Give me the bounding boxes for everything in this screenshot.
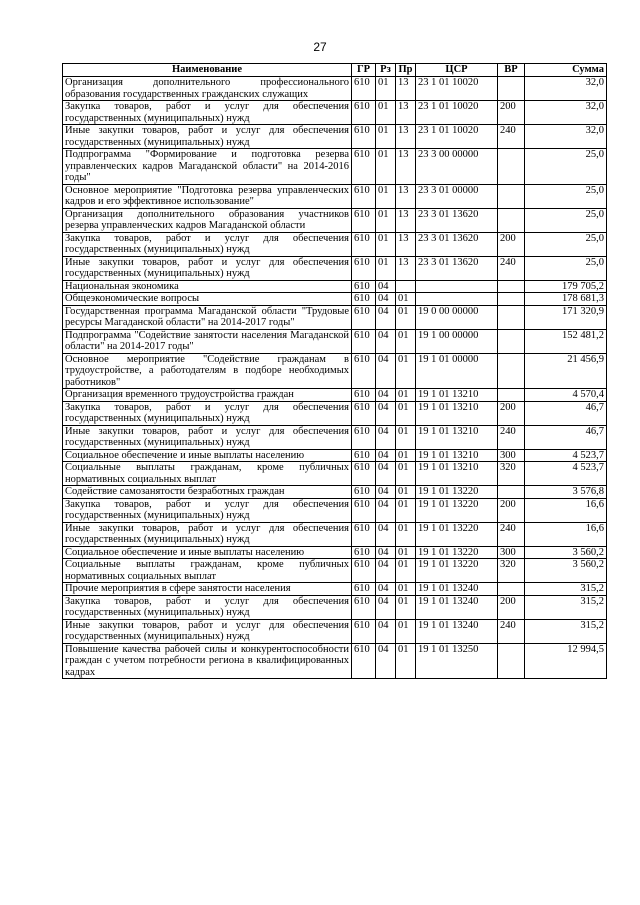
cell-pr: 01 [396,293,416,306]
cell-sum: 16,6 [525,498,607,522]
cell-pr: 01 [396,583,416,596]
cell-gr: 610 [352,619,376,643]
cell-gr: 610 [352,643,376,679]
cell-name: Основное мероприятие "Содействие гражданам в трудоустройстве, а работодателям в подборе необходимых работников" [63,353,352,389]
cell-pr: 01 [396,425,416,449]
cell-rz: 04 [376,389,396,402]
table-row [63,232,607,256]
cell-gr: 610 [352,208,376,232]
cell-rz: 04 [376,462,396,486]
cell-csr: 19 1 01 13210 [416,449,498,462]
cell-gr: 610 [352,184,376,208]
table-row [63,583,607,596]
cell-csr: 19 1 01 00000 [416,353,498,389]
cell-pr: 13 [396,125,416,149]
page-number: 27 [313,40,327,54]
table-row [63,522,607,546]
cell-pr: 13 [396,101,416,125]
cell-name: Закупка товаров, работ и услуг для обеспечения государственных (муниципальных) нужд [63,232,352,256]
cell-gr: 610 [352,305,376,329]
cell-name: Закупка товаров, работ и услуг для обеспечения государственных (муниципальных) нужд [63,595,352,619]
cell-gr: 610 [352,583,376,596]
cell-gr: 610 [352,546,376,559]
cell-pr: 01 [396,619,416,643]
cell-vr [498,583,525,596]
cell-sum: 4 570,4 [525,389,607,402]
table-row [63,462,607,486]
cell-csr: 19 1 01 13240 [416,583,498,596]
cell-rz: 04 [376,401,396,425]
cell-name: Закупка товаров, работ и услуг для обеспечения государственных (муниципальных) нужд [63,498,352,522]
cell-pr: 01 [396,401,416,425]
cell-csr [416,293,498,306]
cell-rz: 01 [376,77,396,101]
cell-pr: 01 [396,305,416,329]
cell-rz: 04 [376,619,396,643]
cell-rz: 01 [376,256,396,280]
cell-csr [416,280,498,293]
cell-gr: 610 [352,462,376,486]
cell-vr: 200 [498,401,525,425]
cell-csr: 19 1 01 13220 [416,486,498,499]
cell-rz: 01 [376,125,396,149]
cell-vr: 200 [498,595,525,619]
cell-csr: 19 1 01 13250 [416,643,498,679]
cell-rz: 04 [376,305,396,329]
cell-sum: 25,0 [525,184,607,208]
cell-name: Организация временного трудоустройства граждан [63,389,352,402]
cell-vr [498,293,525,306]
cell-name: Закупка товаров, работ и услуг для обеспечения государственных (муниципальных) нужд [63,401,352,425]
cell-pr: 01 [396,522,416,546]
cell-pr: 13 [396,232,416,256]
cell-name: Иные закупки товаров, работ и услуг для обеспечения государственных (муниципальных) нужд [63,425,352,449]
cell-sum: 179 705,2 [525,280,607,293]
cell-sum: 25,0 [525,232,607,256]
header-sum: Сумма [525,64,607,77]
cell-sum: 4 523,7 [525,462,607,486]
table-row [63,401,607,425]
cell-csr: 19 1 01 13220 [416,498,498,522]
cell-pr: 01 [396,486,416,499]
cell-name: Содействие самозанятости безработных граждан [63,486,352,499]
cell-vr [498,305,525,329]
cell-pr: 01 [396,643,416,679]
cell-csr: 19 1 01 13210 [416,401,498,425]
cell-csr: 19 1 01 13220 [416,559,498,583]
cell-vr [498,486,525,499]
cell-csr: 19 1 01 13210 [416,389,498,402]
cell-name: Государственная программа Магаданской области "Трудовые ресурсы Магаданской области" на 2014-2017 годы" [63,305,352,329]
cell-gr: 610 [352,232,376,256]
cell-rz: 01 [376,208,396,232]
cell-rz: 04 [376,643,396,679]
table-row [63,77,607,101]
table-row [63,486,607,499]
cell-rz: 04 [376,498,396,522]
cell-rz: 04 [376,293,396,306]
cell-rz: 04 [376,280,396,293]
cell-gr: 610 [352,498,376,522]
cell-sum: 32,0 [525,125,607,149]
cell-name: Иные закупки товаров, работ и услуг для обеспечения государственных (муниципальных) нужд [63,256,352,280]
cell-csr: 23 3 00 00000 [416,149,498,185]
cell-vr [498,208,525,232]
cell-sum: 152 481,2 [525,329,607,353]
cell-sum: 21 456,9 [525,353,607,389]
cell-sum: 3 576,8 [525,486,607,499]
cell-name: Иные закупки товаров, работ и услуг для обеспечения государственных (муниципальных) нужд [63,619,352,643]
table-row [63,595,607,619]
cell-pr: 01 [396,498,416,522]
cell-vr: 300 [498,546,525,559]
cell-pr: 01 [396,353,416,389]
cell-csr: 23 1 01 10020 [416,125,498,149]
cell-rz: 04 [376,522,396,546]
table-row [63,125,607,149]
cell-rz: 04 [376,486,396,499]
cell-sum: 32,0 [525,77,607,101]
table-row [63,101,607,125]
header-name: Наименование [63,64,352,77]
cell-gr: 610 [352,486,376,499]
cell-rz: 04 [376,353,396,389]
cell-vr: 200 [498,101,525,125]
cell-sum: 315,2 [525,595,607,619]
cell-vr: 240 [498,619,525,643]
cell-sum: 25,0 [525,256,607,280]
cell-sum: 315,2 [525,583,607,596]
table-header-row [63,64,607,77]
cell-vr: 240 [498,425,525,449]
cell-pr: 01 [396,559,416,583]
cell-csr: 19 1 00 00000 [416,329,498,353]
cell-pr: 13 [396,208,416,232]
cell-rz: 04 [376,559,396,583]
cell-name: Подпрограмма "Содействие занятости населения Магаданской области" на 2014-2017 годы" [63,329,352,353]
cell-name: Организация дополнительного образования участников резерва управленческих кадров Магаданской области [63,208,352,232]
cell-pr: 01 [396,595,416,619]
cell-csr: 19 1 01 13220 [416,522,498,546]
cell-rz: 04 [376,583,396,596]
cell-sum: 25,0 [525,149,607,185]
cell-csr: 19 1 01 13240 [416,619,498,643]
cell-pr: 01 [396,329,416,353]
cell-rz: 04 [376,449,396,462]
cell-pr: 01 [396,389,416,402]
cell-name: Основное мероприятие "Подготовка резерва управленческих кадров и его эффективное использование" [63,184,352,208]
cell-gr: 610 [352,449,376,462]
table-row [63,498,607,522]
cell-pr: 01 [396,546,416,559]
cell-gr: 610 [352,149,376,185]
cell-name: Социальное обеспечение и иные выплаты населению [63,449,352,462]
table-body [63,77,607,679]
cell-name: Социальное обеспечение и иные выплаты населению [63,546,352,559]
header-vr: ВР [498,64,525,77]
cell-vr [498,353,525,389]
cell-csr: 23 3 01 13620 [416,208,498,232]
cell-rz: 04 [376,329,396,353]
cell-name: Прочие мероприятия в сфере занятости населения [63,583,352,596]
cell-vr: 320 [498,559,525,583]
cell-csr: 23 3 01 00000 [416,184,498,208]
cell-gr: 610 [352,101,376,125]
cell-vr: 300 [498,449,525,462]
cell-rz: 04 [376,546,396,559]
cell-name: Общеэкономические вопросы [63,293,352,306]
cell-sum: 4 523,7 [525,449,607,462]
cell-csr: 23 1 01 10020 [416,77,498,101]
cell-csr: 19 1 01 13210 [416,462,498,486]
cell-pr: 13 [396,149,416,185]
table-row [63,208,607,232]
table-row [63,425,607,449]
cell-sum: 25,0 [525,208,607,232]
cell-vr [498,149,525,185]
cell-rz: 01 [376,149,396,185]
table-row [63,256,607,280]
cell-gr: 610 [352,522,376,546]
header-rz: Рз [376,64,396,77]
table-row [63,305,607,329]
cell-rz: 04 [376,425,396,449]
cell-name: Социальные выплаты гражданам, кроме публичных нормативных социальных выплат [63,462,352,486]
cell-pr: 13 [396,77,416,101]
cell-gr: 610 [352,293,376,306]
cell-rz: 01 [376,232,396,256]
cell-name: Повышение качества рабочей силы и конкурентоспособности граждан с учетом потребности региона в квалифицированных кадрах [63,643,352,679]
cell-vr: 240 [498,256,525,280]
cell-vr: 200 [498,498,525,522]
cell-vr [498,643,525,679]
cell-pr [396,280,416,293]
cell-csr: 19 1 01 13240 [416,595,498,619]
cell-name: Иные закупки товаров, работ и услуг для обеспечения государственных (муниципальных) нужд [63,522,352,546]
cell-sum: 315,2 [525,619,607,643]
table-row [63,546,607,559]
cell-vr: 240 [498,125,525,149]
cell-pr: 13 [396,256,416,280]
cell-gr: 610 [352,329,376,353]
cell-name: Национальная экономика [63,280,352,293]
cell-gr: 610 [352,401,376,425]
table-row [63,449,607,462]
header-gr: ГР [352,64,376,77]
cell-pr: 01 [396,462,416,486]
cell-sum: 3 560,2 [525,546,607,559]
table-row [63,184,607,208]
cell-gr: 610 [352,125,376,149]
table-row [63,149,607,185]
cell-name: Подпрограмма "Формирование и подготовка резерва управленческих кадров Магаданской области" на 2014-2016 годы" [63,149,352,185]
cell-vr [498,280,525,293]
cell-sum: 178 681,3 [525,293,607,306]
header-pr: Пр [396,64,416,77]
cell-csr: 23 3 01 13620 [416,232,498,256]
cell-vr [498,389,525,402]
cell-gr: 610 [352,559,376,583]
cell-name: Иные закупки товаров, работ и услуг для обеспечения государственных (муниципальных) нужд [63,125,352,149]
budget-table [62,63,607,679]
cell-vr: 320 [498,462,525,486]
cell-gr: 610 [352,280,376,293]
cell-gr: 610 [352,353,376,389]
cell-gr: 610 [352,425,376,449]
cell-rz: 04 [376,595,396,619]
table-row [63,559,607,583]
cell-csr: 19 0 00 00000 [416,305,498,329]
cell-csr: 19 1 01 13210 [416,425,498,449]
cell-rz: 01 [376,101,396,125]
cell-name: Социальные выплаты гражданам, кроме публичных нормативных социальных выплат [63,559,352,583]
cell-sum: 171 320,9 [525,305,607,329]
cell-gr: 610 [352,595,376,619]
cell-sum: 3 560,2 [525,559,607,583]
cell-pr: 01 [396,449,416,462]
table-row [63,619,607,643]
header-csr: ЦСР [416,64,498,77]
cell-vr [498,329,525,353]
cell-sum: 32,0 [525,101,607,125]
table-row [63,353,607,389]
cell-gr: 610 [352,77,376,101]
cell-vr: 200 [498,232,525,256]
cell-vr [498,184,525,208]
cell-vr: 240 [498,522,525,546]
table-row [63,293,607,306]
cell-csr: 23 1 01 10020 [416,101,498,125]
cell-vr [498,77,525,101]
table-row [63,643,607,679]
table-row [63,280,607,293]
cell-sum: 12 994,5 [525,643,607,679]
cell-pr: 13 [396,184,416,208]
cell-sum: 46,7 [525,401,607,425]
cell-sum: 16,6 [525,522,607,546]
cell-csr: 23 3 01 13620 [416,256,498,280]
cell-name: Закупка товаров, работ и услуг для обеспечения государственных (муниципальных) нужд [63,101,352,125]
cell-gr: 610 [352,389,376,402]
cell-sum: 46,7 [525,425,607,449]
cell-rz: 01 [376,184,396,208]
table-row [63,389,607,402]
cell-csr: 19 1 01 13220 [416,546,498,559]
table-row [63,329,607,353]
cell-name: Организация дополнительного профессионального образования государственных гражданских служащих [63,77,352,101]
cell-gr: 610 [352,256,376,280]
